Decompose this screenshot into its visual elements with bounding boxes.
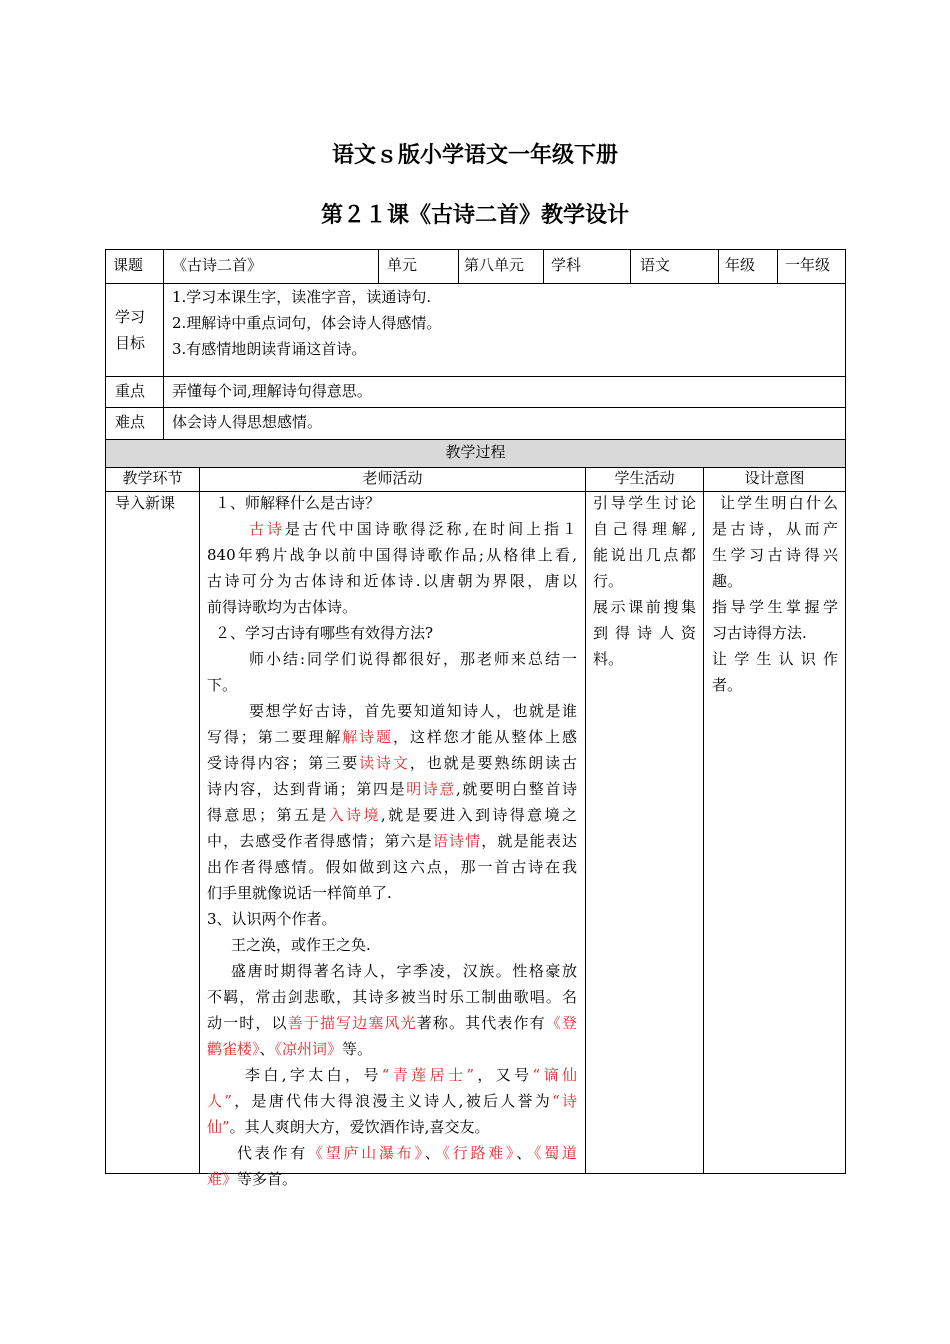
process-header: 教学过程 bbox=[445, 443, 506, 461]
text-segment: 是古代中国诗歌得泛称,在时间上指１ bbox=[284, 520, 577, 538]
text-segment: 等多首。 bbox=[237, 1170, 298, 1188]
text-segment: 不羁，常击剑悲歌，其诗多被当时乐工制曲歌唱。名 bbox=[207, 988, 577, 1006]
intent-line: 趣。 bbox=[712, 572, 743, 590]
stage-value: 导入新课 bbox=[115, 494, 176, 512]
teacher-line bbox=[207, 1140, 577, 1166]
teacher-line bbox=[207, 490, 577, 516]
student-line: 能说出几点都 bbox=[593, 546, 696, 564]
highlight-text: 读诗文 bbox=[359, 754, 410, 772]
intent-line: 习古诗得方法. bbox=[712, 624, 807, 642]
student-line: 行。 bbox=[593, 572, 624, 590]
unit-label: 单元 bbox=[387, 256, 418, 274]
student-line: 自己得理解, bbox=[593, 520, 696, 538]
text-segment: 3、认识两个作者。 bbox=[207, 910, 337, 928]
highlight-text: 善于描写边塞风光 bbox=[287, 1014, 417, 1032]
text-segment: 动一时，以 bbox=[207, 1014, 288, 1032]
goals-label-line-2: 目标 bbox=[115, 334, 146, 352]
highlight-text: 难》 bbox=[207, 1170, 238, 1188]
teacher-line bbox=[207, 724, 577, 750]
teacher-line bbox=[207, 958, 577, 984]
student-line: 展示课前搜集 bbox=[593, 598, 696, 616]
teacher-line bbox=[207, 906, 577, 932]
highlight-text: 人” bbox=[207, 1092, 232, 1110]
col-header-teacher: 老师活动 bbox=[362, 469, 423, 487]
teacher-line bbox=[207, 594, 577, 620]
key-point-label: 重点 bbox=[115, 382, 146, 400]
intent-line: 生学习古诗得兴 bbox=[712, 546, 838, 564]
teacher-line bbox=[207, 854, 577, 880]
text-segment: 受诗得内容；第三要 bbox=[207, 754, 360, 772]
highlight-text: 《蜀道 bbox=[533, 1144, 577, 1162]
grade-label: 年级 bbox=[725, 256, 756, 274]
goal-item-3: 3.有感情地朗读背诵这首诗。 bbox=[172, 340, 367, 358]
text-segment: 等。 bbox=[342, 1040, 373, 1058]
highlight-text: 解诗题 bbox=[342, 728, 393, 746]
teacher-line bbox=[207, 1036, 577, 1062]
student-line: 料。 bbox=[593, 650, 624, 668]
teacher-line bbox=[207, 984, 577, 1010]
topic-value: 《古诗二首》 bbox=[172, 256, 263, 274]
text-segment: 、 bbox=[424, 1144, 443, 1162]
highlight-text: 《行路难》 bbox=[442, 1144, 517, 1162]
text-segment: 著称。其代表作有 bbox=[416, 1014, 546, 1032]
highlight-text: “谪仙 bbox=[532, 1066, 577, 1084]
highlight-text: 《望庐山瀑布》 bbox=[307, 1144, 425, 1162]
text-segment: ，是唐代伟大得浪漫主义诗人,被后人誉为 bbox=[231, 1092, 553, 1110]
text-segment: 、 bbox=[516, 1144, 534, 1162]
text-segment: 得意思；第五是 bbox=[207, 806, 329, 824]
highlight-text: 鹳雀楼》 bbox=[207, 1040, 260, 1058]
highlight-text: 《凉州词》 bbox=[274, 1040, 343, 1058]
teacher-line bbox=[207, 1010, 577, 1036]
text-segment: 师小结:同学们说得都很好，那老师来总结一 bbox=[249, 650, 577, 668]
subject-label: 学科 bbox=[551, 256, 582, 274]
text-segment: 中，去感受作者得感情；第六是 bbox=[207, 832, 433, 850]
design-intent bbox=[712, 490, 838, 698]
subject-value: 语文 bbox=[640, 256, 671, 274]
goals-label-line-1: 学习 bbox=[115, 308, 146, 326]
grade-value: 一年级 bbox=[785, 256, 831, 274]
col-header-stage: 教学环节 bbox=[122, 469, 183, 487]
teacher-line bbox=[207, 568, 577, 594]
text-segment: 李白,字太白，号 bbox=[245, 1066, 382, 1084]
text-segment: 要想学好古诗，首先要知道知诗人，也就是谁 bbox=[249, 702, 577, 720]
goal-item-2: 2.理解诗中重点词句，体会诗人得感情。 bbox=[172, 314, 442, 332]
text-segment: 出作者得感情。假如做到这六点，那一首古诗在我 bbox=[207, 858, 577, 876]
highlight-text: 古诗 bbox=[249, 520, 285, 538]
highlight-text: 仙” bbox=[207, 1118, 230, 1136]
text-segment: 、 bbox=[259, 1040, 275, 1058]
intent-line: 指导学生掌握学 bbox=[712, 598, 838, 616]
teacher-line bbox=[207, 750, 577, 776]
teacher-line bbox=[207, 542, 577, 568]
teacher-line bbox=[207, 1114, 577, 1140]
teacher-line bbox=[207, 672, 577, 698]
intent-line: 者。 bbox=[712, 676, 743, 694]
col-header-intent: 设计意图 bbox=[744, 469, 805, 487]
text-segment: 诗内容，达到背诵；第四是 bbox=[207, 780, 407, 798]
teacher-line bbox=[207, 698, 577, 724]
text-segment: 。其人爽朗大方，爱饮酒作诗,喜交友。 bbox=[229, 1118, 490, 1136]
teacher-line bbox=[207, 880, 577, 906]
intent-line: 让学生认识作 bbox=[712, 650, 838, 668]
text-segment: 王之涣，或作王之奂. bbox=[231, 936, 371, 954]
text-segment: 写得；第二要理解 bbox=[207, 728, 343, 746]
highlight-text: 《登 bbox=[545, 1014, 577, 1032]
highlight-text: 入诗境 bbox=[328, 806, 381, 824]
text-segment: ，也就是要熟练朗读古 bbox=[409, 754, 577, 772]
text-segment: 840年鸦片战争以前中国得诗歌作品;从格律上看, bbox=[207, 546, 577, 564]
text-segment: ，又号 bbox=[474, 1066, 533, 1084]
highlight-text: “青莲居士” bbox=[381, 1066, 475, 1084]
highlight-text: “诗 bbox=[552, 1092, 577, 1110]
text-segment: １、师解释什么是古诗？ bbox=[215, 494, 381, 512]
text-segment: 前得诗歌均为古体诗。 bbox=[207, 598, 358, 616]
text-segment: ２、学习古诗有哪些有效得方法? bbox=[215, 624, 434, 642]
student-activity bbox=[593, 490, 696, 672]
teacher-line bbox=[207, 1166, 577, 1192]
difficulty-value: 体会诗人得思想感情。 bbox=[172, 413, 323, 431]
teacher-line bbox=[207, 776, 577, 802]
key-point-value: 弄懂每个词,理解诗句得意思。 bbox=[172, 382, 372, 400]
topic-label: 课题 bbox=[113, 256, 144, 274]
text-segment: ，这样您才能从整体上感 bbox=[392, 728, 577, 746]
document-subtitle: 第２１课《古诗二首》教学设计 bbox=[320, 203, 629, 228]
intent-line: 让学生明白什么 bbox=[720, 494, 838, 512]
teacher-line bbox=[207, 932, 577, 958]
text-segment: ,就是要进入到诗得意境之 bbox=[380, 806, 577, 824]
text-segment: 盛唐时期得著名诗人，字季凌，汉族。性格豪放 bbox=[231, 962, 577, 980]
unit-value: 第八单元 bbox=[464, 256, 525, 274]
text-segment: 下。 bbox=[207, 676, 238, 694]
text-segment: ，就是能表达 bbox=[481, 832, 577, 850]
highlight-text: 语诗情 bbox=[432, 832, 482, 850]
text-segment: 代表作有 bbox=[237, 1144, 308, 1162]
teacher-line bbox=[207, 828, 577, 854]
teacher-line bbox=[207, 1088, 577, 1114]
goal-item-1: 1.学习本课生字，读准字音，读通诗句. bbox=[172, 288, 432, 306]
teacher-line bbox=[207, 516, 577, 542]
document-title: 语文ｓ版小学语文一年级下册 bbox=[331, 143, 618, 168]
highlight-text: 明诗意 bbox=[406, 780, 457, 798]
teacher-line bbox=[207, 646, 577, 672]
text-segment: 们手里就像说话一样简单了. bbox=[207, 884, 392, 902]
student-line: 到得诗人资 bbox=[593, 624, 696, 642]
difficulty-label: 难点 bbox=[115, 413, 146, 431]
text-segment: ,就要明白整首诗 bbox=[456, 780, 577, 798]
teacher-line bbox=[207, 802, 577, 828]
col-header-student: 学生活动 bbox=[614, 469, 675, 487]
teacher-line bbox=[207, 620, 577, 646]
intent-line: 是古诗，从而产 bbox=[712, 520, 838, 538]
student-line: 引导学生讨论 bbox=[593, 494, 696, 512]
teacher-line bbox=[207, 1062, 577, 1088]
text-segment: 古诗可分为古体诗和近体诗.以唐朝为界限，唐以 bbox=[207, 572, 577, 590]
teacher-activity bbox=[207, 490, 577, 1192]
